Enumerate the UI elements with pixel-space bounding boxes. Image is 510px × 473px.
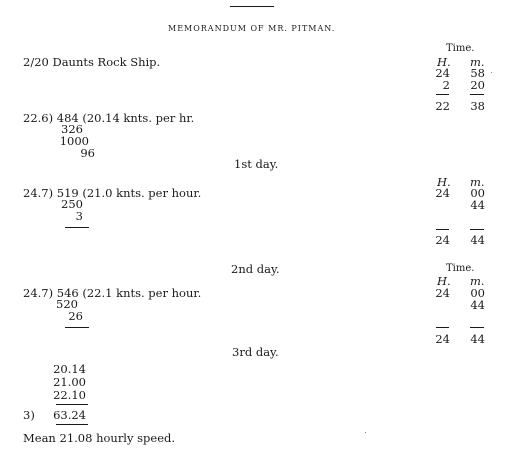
day1-h-rule (436, 229, 449, 230)
day2-line: 24.7) 546 (22.1 knts. per hour. (23, 286, 202, 300)
day2-m-rule (470, 327, 484, 328)
day1-line: 24.7) 519 (21.0 knts. per hour. (23, 186, 202, 200)
run1-line: 22.6) 484 (20.14 knts. per hr. (23, 111, 195, 125)
day1-m-2: 44 (470, 198, 485, 212)
start-h-diff: 22 (435, 99, 450, 113)
h-label-1: H. (437, 55, 451, 69)
run1-fig-1: 326 (61, 122, 83, 136)
day2-fig-1: 520 (56, 297, 78, 311)
header-rule (230, 6, 274, 7)
print-speck (365, 432, 366, 433)
start-h-1: 24 (435, 66, 450, 80)
total-rule (56, 424, 88, 425)
day2-sum-rule (65, 327, 89, 328)
day1-m-rule (470, 229, 484, 230)
start-h-rule (436, 94, 449, 95)
day1-fig-1: 250 (61, 197, 83, 211)
day1-m-total: 44 (470, 233, 485, 247)
speed-2: 21.00 (53, 375, 86, 389)
day2-heading: 2nd day. (231, 262, 280, 276)
run1-fig-2: 1000 (59, 134, 89, 148)
m-label-1: m. (470, 55, 485, 69)
h-label-2: H. (437, 175, 451, 189)
speeds-total: 63.24 (53, 408, 86, 422)
time-header-1: Time. (446, 43, 475, 54)
time-header-2: Time. (446, 263, 475, 274)
start-m-2: 20 (470, 78, 485, 92)
speed-3: 22.10 (53, 388, 86, 402)
day2-m-total: 44 (470, 332, 485, 346)
start-m-1: 58 (470, 66, 485, 80)
day1-fig-2: 3 (75, 209, 83, 223)
day1-h-total: 24 (435, 233, 450, 247)
run1-fig-3: 96 (80, 146, 95, 160)
day2-m-1: 00 (470, 286, 485, 300)
mean-speed: Mean 21.08 hourly speed. (23, 431, 176, 445)
day1-sum-rule (65, 227, 89, 228)
start-m-rule (470, 94, 484, 95)
day2-m-2: 44 (470, 298, 485, 312)
start-h-2: 2 (442, 78, 450, 92)
start-m-diff: 38 (470, 99, 485, 113)
day2-h-rule (436, 327, 449, 328)
speeds-rule (56, 404, 88, 405)
day1-m-1: 00 (470, 186, 485, 200)
print-speck (491, 72, 492, 73)
m-label-3: m. (470, 274, 485, 288)
h-label-3: H. (437, 274, 451, 288)
m-label-2: m. (470, 175, 485, 189)
day2-h-1: 24 (435, 286, 450, 300)
day2-fig-2: 26 (68, 309, 83, 323)
day1-h-1: 24 (435, 186, 450, 200)
page-title: MEMORANDUM OF MR. PITMAN. (168, 24, 336, 33)
speed-1: 20.14 (53, 362, 86, 376)
divisor: 3) (23, 408, 35, 422)
day1-heading: 1st day. (234, 157, 279, 171)
day2-h-total: 24 (435, 332, 450, 346)
start-label: 2/20 Daunts Rock Ship. (23, 55, 161, 69)
day3-heading: 3rd day. (232, 345, 279, 359)
